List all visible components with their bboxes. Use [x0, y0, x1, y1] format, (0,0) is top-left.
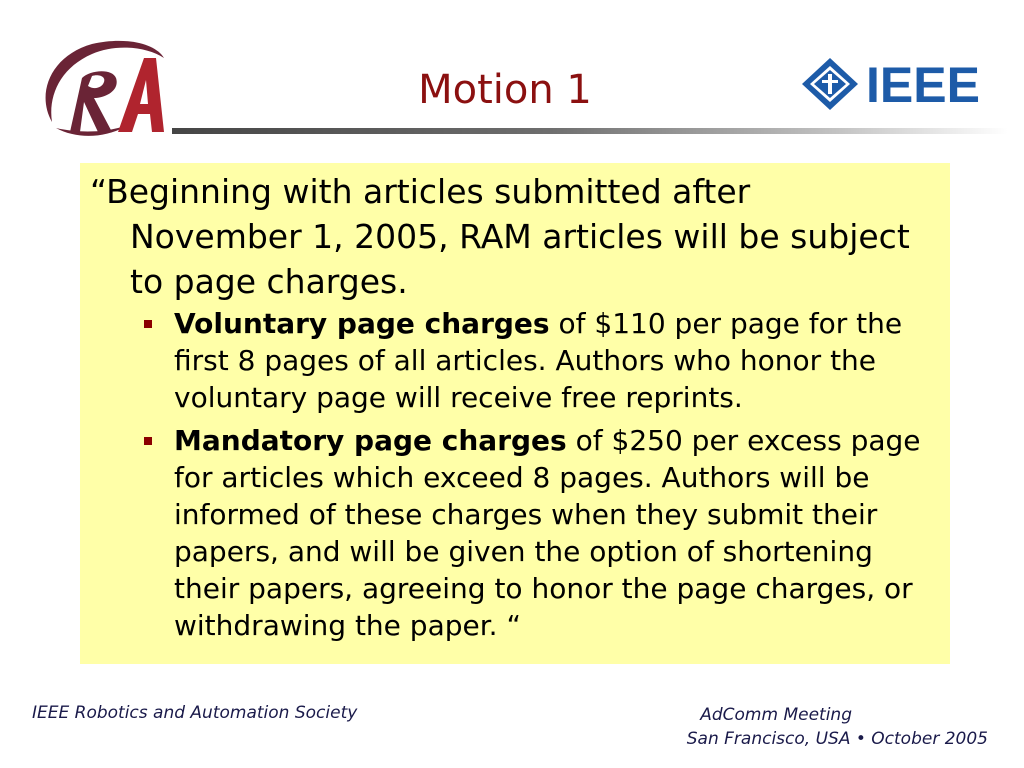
footer-meeting-location: San Francisco, USA • October 2005	[686, 729, 988, 749]
footer-meeting-name: AdComm Meeting	[700, 705, 852, 725]
motion-lead-paragraph: “Beginning with articles submitted after November 1, 2005, RAM articles will be subject to page charges.	[90, 172, 910, 301]
footer-meeting-info	[687, 703, 988, 751]
ieee-logo	[800, 56, 990, 112]
bullet-text: of $250 per excess page for articles which exceed 8 pages. Authors will be informed of these charges when they submit their papers, and will be given the option of shortening their papers, agreeing to honor the page charges, or withdrawing the paper. “	[174, 424, 921, 642]
list-item	[140, 305, 940, 416]
motion-text-box	[80, 163, 950, 664]
slide-title: Motion 1	[418, 67, 592, 113]
ieee-logo-text: IEEE	[866, 57, 980, 112]
footer-organization: IEEE Robotics and Automation Society	[32, 703, 358, 723]
list-item	[140, 422, 940, 644]
bullet-marker-icon	[144, 320, 152, 328]
bullet-marker-icon	[144, 437, 152, 445]
bullet-text: of $110 per page for the first 8 pages of all articles. Authors who honor the voluntary page will receive free reprints.	[174, 307, 903, 414]
title-divider	[172, 128, 1008, 134]
bullet-heading: Mandatory page charges	[174, 424, 567, 457]
charges-list	[140, 305, 940, 650]
bullet-heading: Voluntary page charges	[174, 307, 550, 340]
